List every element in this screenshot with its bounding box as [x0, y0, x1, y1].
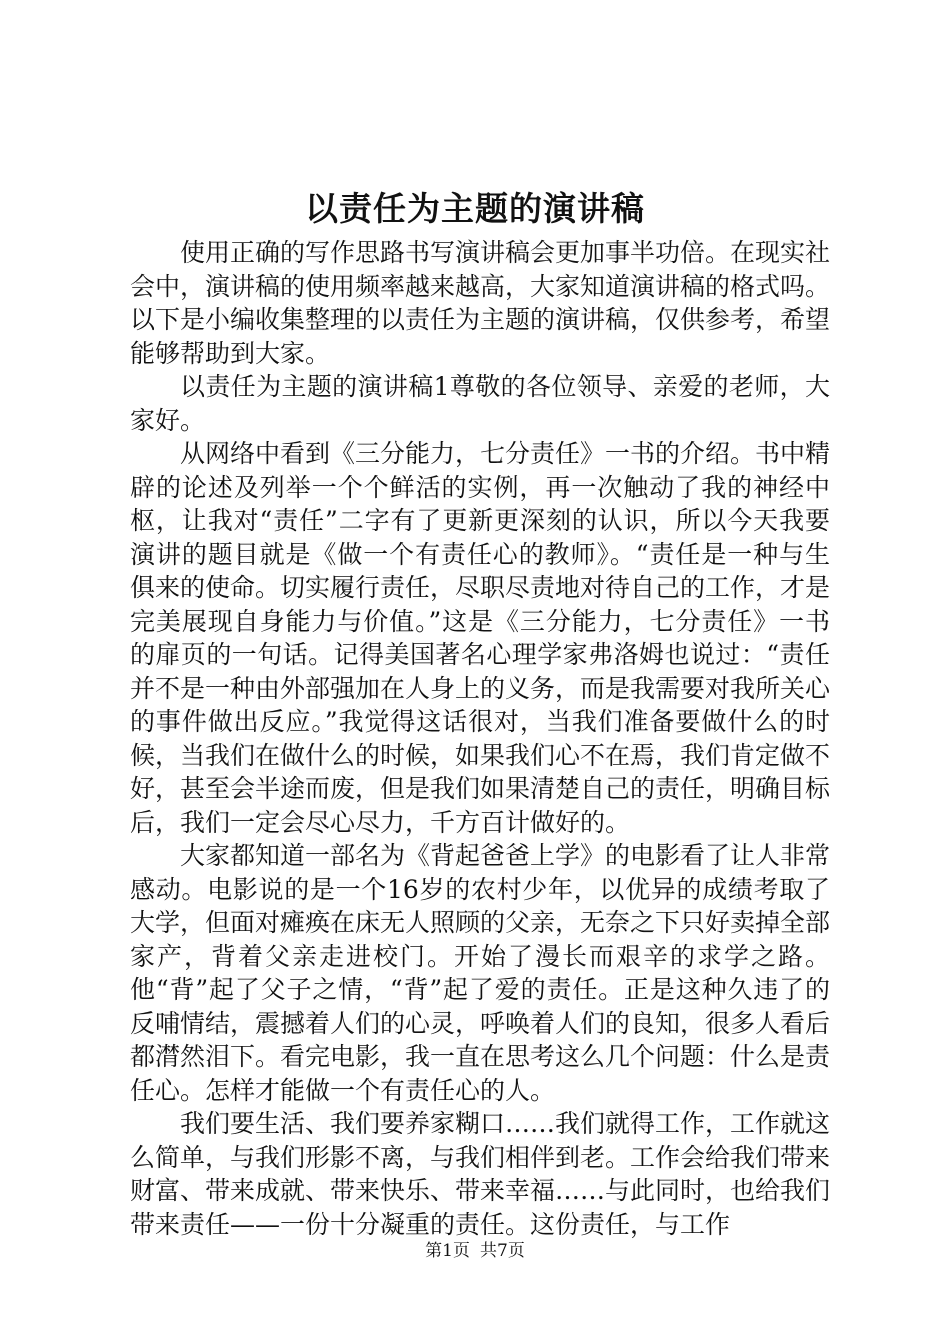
- document-title: 以责任为主题的演讲稿: [305, 189, 645, 228]
- paragraph-movie: 大家都知道一部名为《背起爸爸上学》的电影看了让人非常感动。电影说的是一个16岁的农村少年，以优异的成绩考取了大学，但面对瘫痪在床无人照顾的父亲，无奈之下只好卖掉全部家产，背着父亲走进校门。开始了漫长而艰辛的求学之路。他“背”起了父子之情，“背”起了爱的责任。正是这种久违了的反哺情结，震撼着人们的心灵，呼唤着人们的良知，很多人看后都潸然泪下。看完电影，我一直在思考这么几个问题：什么是责任心。怎样才能做一个有责任心的人。: [130, 841, 831, 1105]
- page-footer: [0, 1238, 950, 1264]
- paragraph-greeting: 以责任为主题的演讲稿1尊敬的各位领导、亲爱的老师，大家好。: [130, 372, 830, 435]
- page-number: 第1页: [425, 1241, 470, 1261]
- document-body: [130, 236, 830, 1241]
- paragraph-intro: 使用正确的写作思路书写演讲稿会更加事半功倍。在现实社会中，演讲稿的使用频率越来越高，大家知道演讲稿的格式吗。以下是小编收集整理的以责任为主题的演讲稿，仅供参考，希望能够帮助到大家。: [130, 238, 831, 368]
- page-total: 共7页: [480, 1241, 525, 1261]
- paragraph-work: 我们要生活、我们要养家糊口……我们就得工作，工作就这么简单，与我们形影不离，与我们相伴到老。工作会给我们带来财富、带来成就、带来快乐、带来幸福……与此同时，也给我们带来责任——一份十分凝重的责任。这份责任，与工作: [130, 1109, 831, 1239]
- paragraph-book-intro: 从网络中看到《三分能力，七分责任》一书的介绍。书中精辟的论述及列举一个个鲜活的实例，再一次触动了我的神经中枢，让我对“责任”二字有了更新更深刻的认识，所以今天我要演讲的题目就是《做一个有责任心的教师》。“责任是一种与生俱来的使命。切实履行责任，尽职尽责地对待自己的工作，才是完美展现自身能力与价值。”这是《三分能力，七分责任》一书的扉页的一句话。记得美国著名心理学家弗洛姆也说过：“责任并不是一种由外部强加在人身上的义务，而是我需要对我所关心的事件做出反应。”我觉得这话很对，当我们准备要做什么的时候，当我们在做什么的时候，如果我们心不在焉，我们肯定做不好，甚至会半途而废，但是我们如果清楚自己的责任，明确目标后，我们一定会尽心尽力，千方百计做好的。: [130, 439, 831, 837]
